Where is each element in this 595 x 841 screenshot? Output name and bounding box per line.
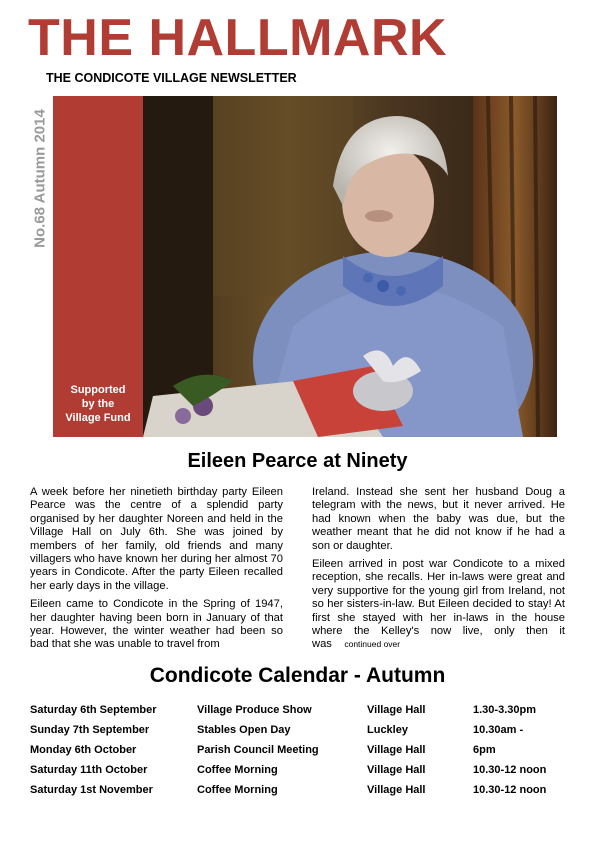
article-paragraph: A week before her ninetieth birthday party Eileen Pearce was the centre of a splendid party organised by her daughter Noreen and held in the Village Hall on July 6th. She was joined by members of her family, old friends and many villagers who have known her during her almost 70 years in Condicote. After the party Eileen recalled her early days in the village. xyxy=(30,486,283,592)
event-date: Monday 6th October xyxy=(30,744,137,756)
elderly-woman-photo-image xyxy=(143,96,557,437)
event-time: 1.30-3.30pm xyxy=(473,704,536,716)
calendar-row xyxy=(30,740,568,760)
event-venue: Village Hall xyxy=(367,764,426,776)
cover-photo xyxy=(143,96,557,437)
calendar-title: Condicote Calendar - Autumn xyxy=(149,664,446,687)
event-venue: Village Hall xyxy=(367,704,426,716)
article-paragraph: Ireland. Instead she sent her husband Doug a telegram with the news, but it never arrived. He had known when the baby was due, but the weather meant that he did not know if he had a son or daughter. xyxy=(312,486,565,552)
event-date: Saturday 6th September xyxy=(30,704,157,716)
event-name: Stables Open Day xyxy=(197,724,291,736)
issue-label: No.68 Autumn 2014 xyxy=(31,109,49,248)
event-venue: Village Hall xyxy=(367,744,426,756)
calendar-table xyxy=(30,700,568,800)
event-name: Village Produce Show xyxy=(197,704,312,716)
article-paragraph: Eileen came to Condicote in the Spring of 1947, her daughter having been born in January of that year. However, the winter weather had been so bad that she was unable to travel from xyxy=(30,598,283,651)
event-date: Saturday 1st November xyxy=(30,784,153,796)
article-headline: Eileen Pearce at Ninety xyxy=(187,450,408,472)
article-paragraph-text: Eileen arrived in post war Condicote to a mixed reception, she recalls. Her in-laws were great and very supportive for the young girl from Ireland, not so her sisters-in-law. But Eileen decided to stay! At first she stayed with her in-laws in the house where the Kelley's now live, only then it was xyxy=(312,558,565,651)
support-line-2: by the xyxy=(81,398,115,410)
event-time: 10.30am - xyxy=(473,724,524,736)
article-paragraph xyxy=(312,558,565,652)
calendar-row xyxy=(30,760,568,780)
article-column-right xyxy=(312,486,565,657)
support-line-1: Supported xyxy=(70,384,126,396)
support-line-3: Village Fund xyxy=(65,412,131,424)
support-text xyxy=(53,383,143,425)
event-name: Coffee Morning xyxy=(197,764,278,776)
calendar-row xyxy=(30,780,568,800)
event-name: Parish Council Meeting xyxy=(197,744,319,756)
masthead-title: THE HALLMARK xyxy=(28,9,448,67)
calendar-row xyxy=(30,720,568,740)
event-time: 10.30-12 noon xyxy=(473,764,547,776)
event-name: Coffee Morning xyxy=(197,784,278,796)
red-side-panel xyxy=(53,96,143,437)
event-venue: Luckley xyxy=(367,724,408,736)
event-date: Sunday 7th September xyxy=(30,724,150,736)
event-venue: Village Hall xyxy=(367,784,426,796)
article-column-left xyxy=(30,486,283,657)
continued-over-note: continued over xyxy=(344,639,401,650)
event-time: 10.30-12 noon xyxy=(473,784,547,796)
newsletter-subtitle: THE CONDICOTE VILLAGE NEWSLETTER xyxy=(46,71,297,85)
event-time: 6pm xyxy=(473,744,496,756)
event-date: Saturday 11th October xyxy=(30,764,148,776)
calendar-row xyxy=(30,700,568,720)
